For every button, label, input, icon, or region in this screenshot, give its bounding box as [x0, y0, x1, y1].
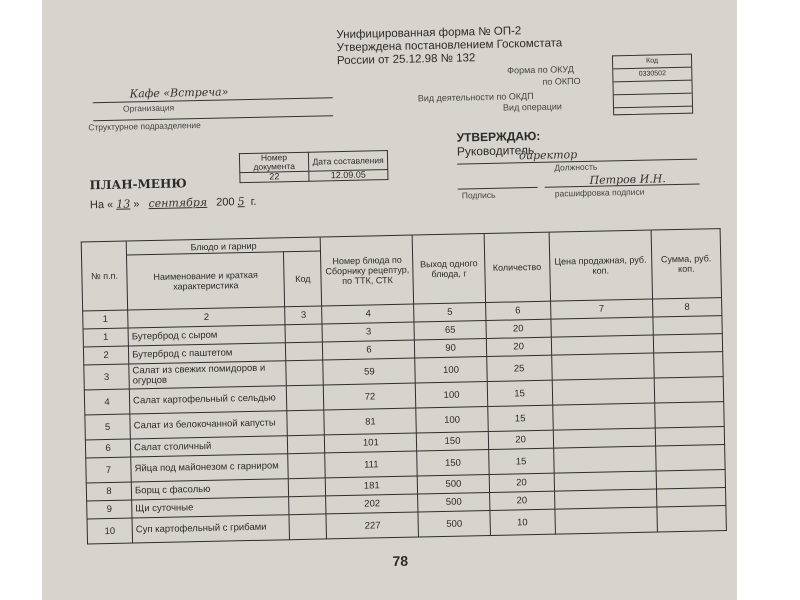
code-header: Код	[613, 55, 691, 70]
col-number: 7	[550, 299, 653, 319]
row-qty: 15	[487, 405, 553, 431]
row-yield: 100	[415, 357, 487, 383]
row-yield: 150	[417, 450, 489, 476]
col-number: 3	[285, 306, 322, 325]
row-yield: 500	[418, 493, 489, 512]
date-na: На «	[89, 198, 114, 212]
row-num: 8	[86, 482, 131, 501]
row-recipe: 72	[324, 383, 417, 410]
code-box	[612, 54, 693, 116]
row-sum	[653, 316, 723, 335]
row-num: 10	[87, 518, 133, 544]
date-year-suffix: г.	[250, 195, 257, 208]
approve-title: УТВЕРЖДАЮ:	[456, 128, 541, 145]
row-name: Бутерброд с паштетом	[128, 343, 286, 364]
row-recipe: 6	[323, 340, 415, 360]
row-price	[554, 471, 657, 491]
doc-date: 12.09.05	[309, 170, 388, 182]
row-num: 7	[86, 457, 132, 483]
code-row-operation	[614, 107, 692, 121]
date-year-digit: 5	[237, 195, 245, 209]
okpo-label: по ОКПО	[542, 76, 581, 87]
row-code	[286, 360, 324, 386]
row-price	[553, 446, 656, 473]
decode-caption: расшифровка подписи	[554, 186, 645, 199]
org-name: Кафе «Встреча»	[129, 85, 229, 101]
row-sum	[656, 470, 726, 489]
page-number: 78	[392, 552, 409, 570]
row-sum	[654, 352, 724, 378]
operation-label: Вид операции	[502, 101, 562, 113]
row-num: 6	[85, 439, 130, 458]
col-sum-header: Сумма, руб. коп.	[651, 229, 722, 299]
signature-caption: Подпись	[461, 189, 496, 201]
doc-date-header: Дата составления	[308, 151, 387, 172]
row-name: Салат столичный	[130, 436, 288, 457]
row-price	[551, 317, 654, 337]
page-content	[42, 0, 737, 600]
form-line-2: Утверждена постановлением Госкомстата	[336, 37, 563, 55]
row-name: Борщ с фасолью	[131, 479, 289, 500]
col-recipe-header: Номер блюда по Сборнику рецептур, по ТТК, СТК	[321, 235, 415, 306]
org-caption: Организация	[122, 102, 175, 114]
row-recipe: 181	[326, 476, 418, 496]
row-qty: 15	[487, 380, 553, 406]
approve-position: директор	[518, 148, 578, 163]
col-name-header: Наименование и краткая характеристика	[127, 252, 285, 310]
row-name: Яйца под майонезом с гарниром	[131, 454, 289, 482]
row-recipe: 227	[326, 512, 419, 539]
row-name: Суп картофельный с грибами	[132, 515, 290, 543]
approve-person: Петров И.Н.	[589, 172, 666, 187]
row-yield: 100	[416, 382, 488, 408]
doc-number: 22	[240, 171, 309, 182]
row-yield: 90	[415, 339, 486, 358]
row-code	[286, 342, 323, 361]
position-caption: Должность	[554, 161, 598, 173]
row-yield: 500	[418, 475, 489, 494]
row-recipe: 111	[325, 451, 418, 478]
dish-group-header: Блюдо и гарнир	[126, 237, 321, 255]
row-yield: 100	[416, 407, 488, 433]
col-number: 1	[83, 310, 128, 329]
row-qty: 15	[488, 448, 554, 474]
row-sum	[656, 488, 726, 507]
row-qty: 20	[489, 473, 554, 492]
row-num: 9	[87, 500, 132, 519]
row-yield: 500	[418, 511, 490, 537]
col-number: 4	[322, 304, 414, 324]
row-name: Бутерброд с сыром	[128, 325, 286, 346]
row-yield: 150	[417, 432, 488, 451]
okud-label: Форма по ОКУД	[507, 64, 574, 76]
col-number: 2	[128, 307, 286, 328]
row-price	[554, 489, 657, 509]
form-line-1: Унифицированная форма № ОП-2	[336, 25, 522, 42]
row-code	[289, 478, 326, 497]
row-price	[553, 428, 656, 448]
row-code	[288, 435, 325, 454]
doc-title: ПЛАН-МЕНЮ	[89, 176, 187, 193]
row-recipe: 101	[325, 433, 417, 453]
doc-date-line	[90, 195, 257, 211]
row-price	[552, 403, 655, 430]
row-num: 2	[83, 346, 128, 365]
row-code	[287, 385, 325, 411]
row-code	[289, 496, 326, 515]
row-sum	[655, 445, 725, 471]
col-yield-header: Выход одного блюда, г	[413, 234, 486, 304]
date-year-prefix: 200	[216, 196, 235, 209]
row-num: 4	[84, 389, 130, 415]
col-num-header: № п.п.	[81, 241, 127, 311]
row-num: 5	[85, 414, 131, 440]
row-sum	[653, 334, 723, 353]
unit-caption: Структурное подразделение	[88, 119, 201, 133]
row-code	[288, 453, 326, 479]
row-name: Салат картофельный с сельдью	[129, 386, 287, 414]
row-qty: 20	[486, 337, 551, 356]
row-price	[555, 507, 658, 534]
col-qty-header: Количество	[484, 232, 551, 302]
row-yield: 65	[414, 321, 485, 340]
date-month: сентября	[148, 195, 208, 211]
unit-line	[93, 115, 333, 121]
row-qty: 20	[486, 319, 551, 338]
menu-table	[81, 228, 727, 544]
row-name: Щи суточные	[132, 497, 290, 518]
code-value: 0330502	[613, 68, 691, 83]
date-day: 13	[116, 197, 131, 211]
signature-line	[458, 187, 538, 190]
col-number: 8	[652, 298, 722, 317]
row-sum	[655, 402, 725, 428]
row-sum	[655, 427, 725, 446]
row-code	[289, 514, 327, 540]
date-quote-close: »	[133, 198, 140, 211]
row-sum	[654, 377, 724, 403]
row-name: Салат из свежих помидоров и огурцов	[129, 361, 287, 389]
col-code-header: Код	[284, 251, 322, 307]
col-price-header: Цена продажная, руб. коп.	[549, 230, 653, 301]
row-name: Салат из белокочанной капусты	[130, 411, 288, 439]
col-number: 6	[485, 301, 550, 320]
okdp-label: Вид деятельности по ОКДП	[417, 90, 534, 104]
row-num: 3	[84, 364, 130, 390]
row-code	[287, 410, 325, 436]
row-price	[551, 353, 654, 380]
doc-num-header: Номер документа	[239, 152, 308, 172]
row-recipe: 59	[323, 358, 416, 385]
row-recipe: 81	[324, 408, 417, 435]
form-title	[336, 24, 562, 68]
approve-role: Руководитель	[456, 142, 535, 159]
document-page	[42, 0, 737, 600]
row-price	[552, 378, 655, 405]
row-recipe: 3	[322, 322, 414, 342]
row-qty: 25	[486, 355, 552, 381]
form-line-3: России от 25.12.98 № 132	[336, 52, 476, 68]
row-price	[551, 335, 654, 355]
row-qty: 20	[489, 491, 554, 510]
row-code	[285, 324, 322, 343]
doc-number-table	[239, 150, 389, 183]
col-number: 5	[414, 303, 485, 322]
row-num: 1	[83, 328, 128, 347]
row-recipe: 202	[326, 494, 418, 514]
row-sum	[657, 506, 727, 532]
row-qty: 20	[488, 430, 553, 449]
row-qty: 10	[490, 509, 556, 535]
